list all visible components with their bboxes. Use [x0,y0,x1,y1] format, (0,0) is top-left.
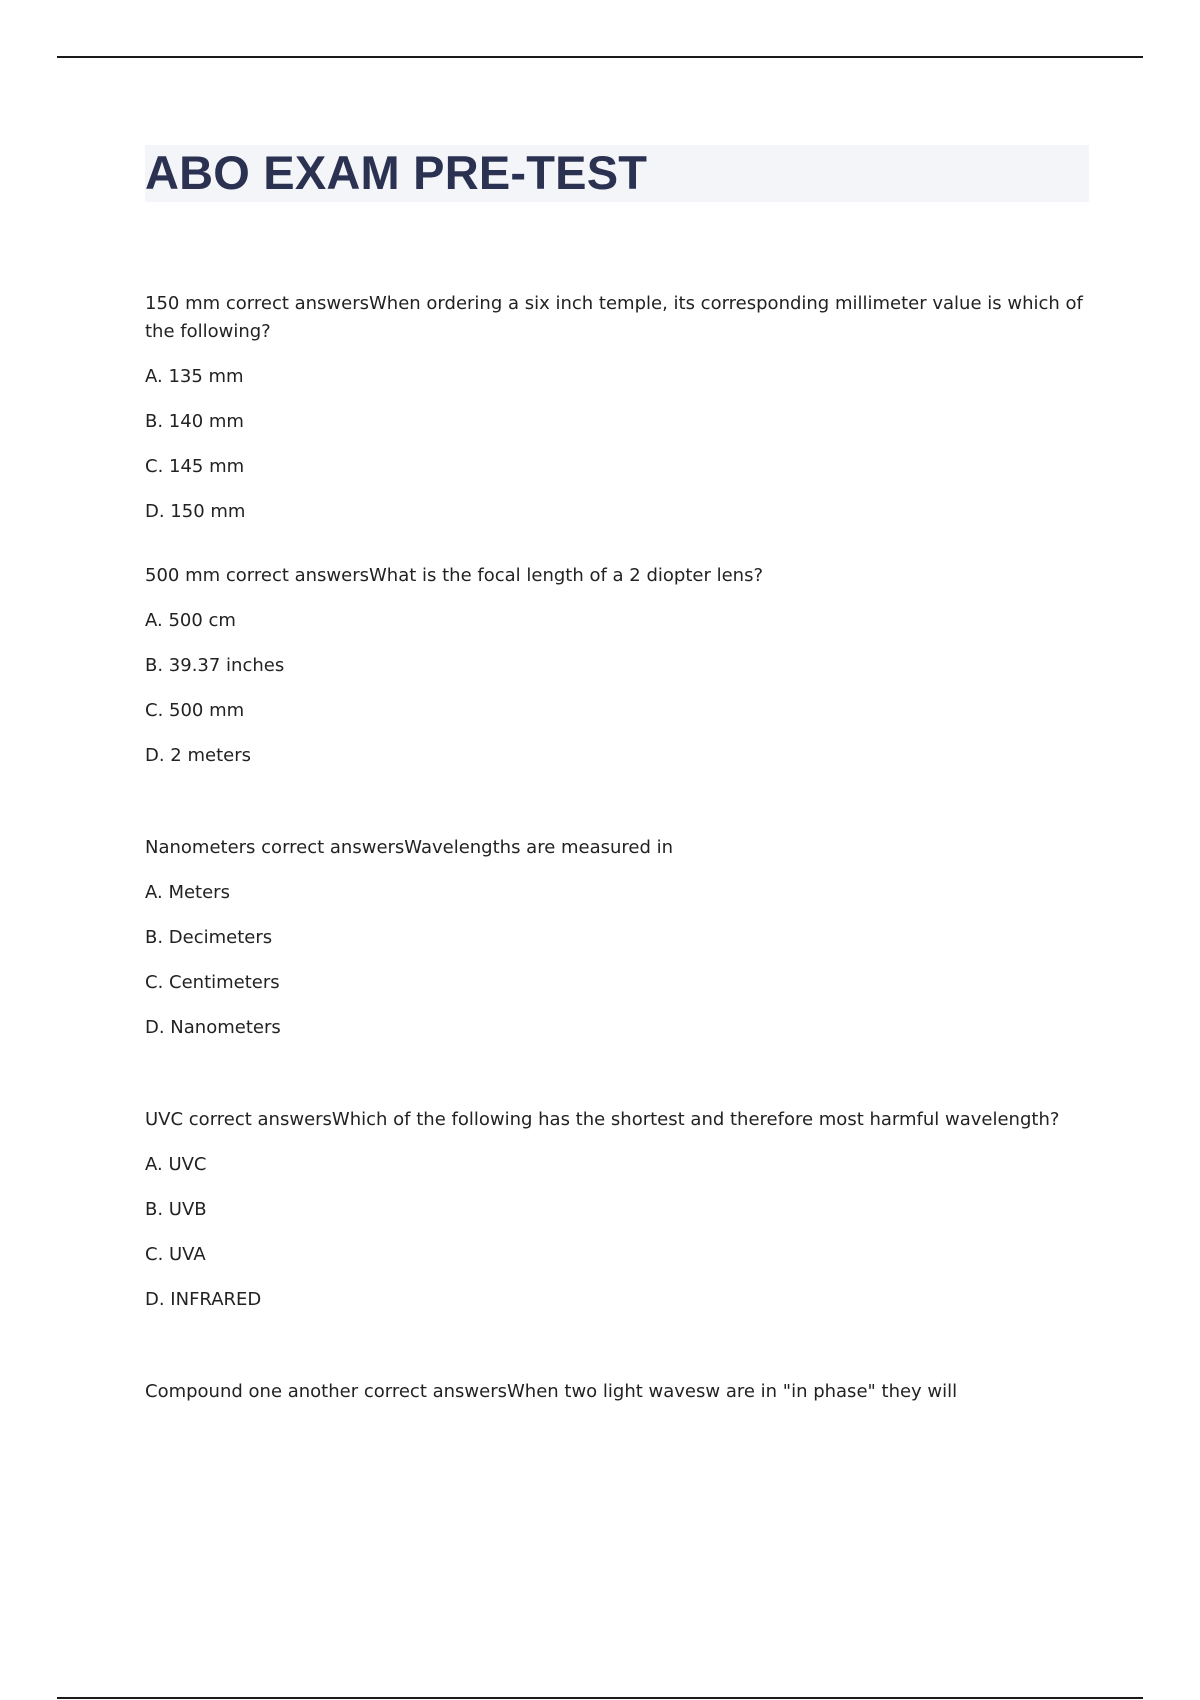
question-item [145,834,1095,1106]
question-text: Compound one another correct answersWhen two light wavesw are in "in phase" they will [145,1381,958,1402]
option-item: C. 145 mm [145,456,245,477]
question-text: UVC correct answersWhich of the following has the shortest and therefore most harmful wavelength? [145,1109,1060,1130]
header-rule [57,56,1143,58]
page-title: ABO EXAM PRE-TEST [145,146,648,199]
question-item [145,1106,1095,1378]
option-item: D. 150 mm [145,501,246,522]
option-item: D. INFRARED [145,1289,262,1310]
option-item: B. 39.37 inches [145,655,285,676]
question-text: 500 mm correct answersWhat is the focal length of a 2 diopter lens? [145,565,764,586]
option-item: B. 140 mm [145,411,244,432]
option-item: C. Centimeters [145,972,280,993]
option-item: A. Meters [145,882,230,903]
question-text: 150 mm correct answersWhen ordering a six inch temple, its corresponding millimeter value is which of the following? [145,293,1083,342]
footer-rule [57,1697,1143,1699]
option-list [145,879,1095,1059]
option-item: A. 500 cm [145,610,236,631]
question-item [145,562,1095,834]
option-item: B. Decimeters [145,927,273,948]
question-item [145,290,1095,562]
option-item: B. UVB [145,1199,207,1220]
question-list [145,290,1095,1438]
option-item: A. UVC [145,1154,207,1175]
option-item: D. Nanometers [145,1017,281,1038]
option-item: C. 500 mm [145,700,245,721]
option-item: D. 2 meters [145,745,251,766]
question-item [145,1378,1095,1438]
option-list [145,1151,1095,1331]
question-text: Nanometers correct answersWavelengths are measured in [145,837,674,858]
option-list [145,607,1095,787]
option-item: C. UVA [145,1244,206,1265]
option-item: A. 135 mm [145,366,244,387]
option-list [145,363,1095,543]
